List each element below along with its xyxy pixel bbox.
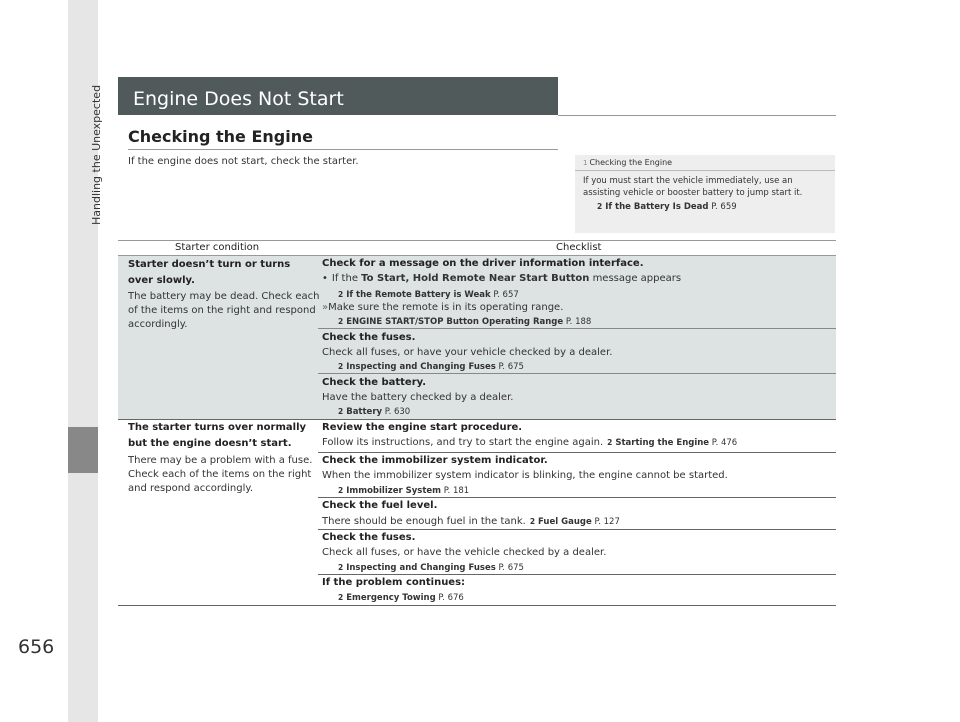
ref-page: P. 476 [711, 438, 738, 448]
ref-page: P. 657 [493, 290, 519, 300]
column-header-condition: Starter condition [175, 242, 260, 253]
check-immobilizer-title: Check the immobilizer system indicator. [322, 455, 548, 466]
reference-start-button-range[interactable] [338, 317, 591, 327]
note-reference[interactable] [597, 202, 737, 212]
check-battery-title: Check the battery. [322, 377, 427, 388]
note-title-text: Checking the Engine [589, 158, 673, 167]
row-divider [318, 574, 836, 575]
group2-condition-title: The starter turns over normally but the engine doesn’t start. [128, 422, 307, 449]
bullet-icon: • [322, 273, 328, 284]
reference-starting-engine[interactable] [607, 438, 737, 448]
problem-continues-title: If the problem continues: [322, 577, 466, 588]
page-number: 656 [18, 636, 55, 658]
ref-page: P. 181 [443, 486, 470, 496]
check-remote-range [322, 302, 563, 313]
check-fuel-text [322, 516, 620, 527]
chapter-tab [68, 427, 98, 473]
ref-page: P. 127 [594, 517, 620, 527]
reference-arrow-icon: 2 [338, 593, 344, 602]
review-start-procedure-text [322, 437, 737, 448]
ref-label: Inspecting and Changing Fuses [346, 362, 496, 372]
group1-condition-text: The battery may be dead. Check each of the items on the right and respond accordingly. [128, 291, 320, 330]
note-ref-page: P. 659 [711, 202, 737, 212]
group2-condition-text: There may be a problem with a fuse. Check each of the items on the right and respond accordingly. [128, 455, 313, 494]
ref-label: Inspecting and Changing Fuses [346, 563, 496, 573]
row-divider [318, 497, 836, 498]
ref-page: P. 630 [384, 407, 411, 417]
ref-label: If the Remote Battery is Weak [346, 290, 491, 300]
ref-page: P. 675 [498, 362, 524, 372]
ref-page: P. 675 [498, 563, 524, 573]
row-divider [318, 452, 836, 453]
chapter-label: Handling the Unexpected [90, 84, 103, 225]
reference-arrow-icon: 2 [597, 202, 603, 211]
reference-arrow-icon: 2 [607, 438, 613, 447]
ref-label: Starting the Engine [615, 438, 710, 448]
reference-arrow-icon: 2 [338, 290, 344, 299]
page-title: Engine Does Not Start [118, 77, 558, 115]
ref-page: P. 188 [565, 317, 592, 327]
check-fuses2-text: Check all fuses, or have the vehicle checked by a dealer. [322, 547, 607, 558]
reference-emergency-towing[interactable] [338, 593, 464, 603]
title-rule [558, 115, 836, 116]
check-battery-text: Have the battery checked by a dealer. [322, 392, 514, 403]
sub-text: Make sure the remote is in its operating range. [328, 302, 564, 313]
table-bottom-rule [118, 605, 836, 606]
reference-arrow-icon: 2 [338, 563, 344, 572]
review-start-procedure-title: Review the engine start procedure. [322, 422, 523, 433]
section-rule [128, 149, 558, 150]
note-box [575, 155, 835, 233]
message-name: To Start, Hold Remote Near Start Button [361, 273, 590, 284]
procedure-text: Follow its instructions, and try to start the engine again. [322, 437, 604, 448]
ref-label: Emergency Towing [346, 593, 436, 603]
ref-label: Immobilizer System [346, 486, 442, 496]
ref-page: P. 676 [438, 593, 464, 603]
ref-label: ENGINE START/STOP Button Operating Range [346, 317, 564, 327]
check-message-bullet [322, 273, 681, 284]
reference-fuses2[interactable] [338, 563, 524, 573]
check-immobilizer-text: When the immobilizer system indicator is blinking, the engine cannot be started. [322, 470, 728, 481]
note-body: If you must start the vehicle immediately, use an assisting vehicle or booster battery to jump start it. [583, 176, 803, 198]
sub-arrow-icon: » [322, 302, 329, 313]
reference-arrow-icon: 2 [338, 486, 344, 495]
reference-fuel-gauge[interactable] [530, 517, 620, 527]
reference-arrow-icon: 2 [529, 517, 536, 526]
check-fuses2-title: Check the fuses. [322, 532, 416, 543]
ref-label: Battery [346, 407, 383, 417]
row-divider [318, 529, 836, 530]
row-divider [318, 328, 836, 329]
section-heading: Checking the Engine [128, 127, 313, 146]
reference-battery[interactable] [338, 407, 410, 417]
table-top-rule [118, 240, 836, 241]
bullet-prefix: If the [331, 273, 358, 284]
note-flag-icon: 1 [583, 159, 588, 167]
reference-arrow-icon: 2 [338, 317, 344, 326]
note-ref-label: If the Battery Is Dead [605, 202, 709, 212]
check-fuses-text: Check all fuses, or have your vehicle checked by a dealer. [322, 347, 613, 358]
row-divider [318, 373, 836, 374]
check-fuel-title: Check the fuel level. [322, 500, 438, 511]
column-header-checklist: Checklist [556, 242, 602, 253]
check-message-title: Check for a message on the driver information interface. [322, 258, 644, 269]
reference-arrow-icon: 2 [338, 407, 344, 416]
fuel-text: There should be enough fuel in the tank. [322, 516, 526, 527]
reference-fuses[interactable] [338, 362, 524, 372]
group1-condition-title: Starter doesn’t turn or turns over slowly. [128, 259, 291, 286]
reference-remote-battery[interactable] [338, 290, 519, 300]
check-fuses-title: Check the fuses. [322, 332, 416, 343]
intro-text: If the engine does not start, check the starter. [128, 156, 359, 167]
bullet-suffix: message appears [592, 273, 682, 284]
reference-immobilizer[interactable] [338, 486, 469, 496]
reference-arrow-icon: 2 [338, 362, 344, 371]
note-title [575, 155, 835, 171]
ref-label: Fuel Gauge [538, 517, 592, 527]
